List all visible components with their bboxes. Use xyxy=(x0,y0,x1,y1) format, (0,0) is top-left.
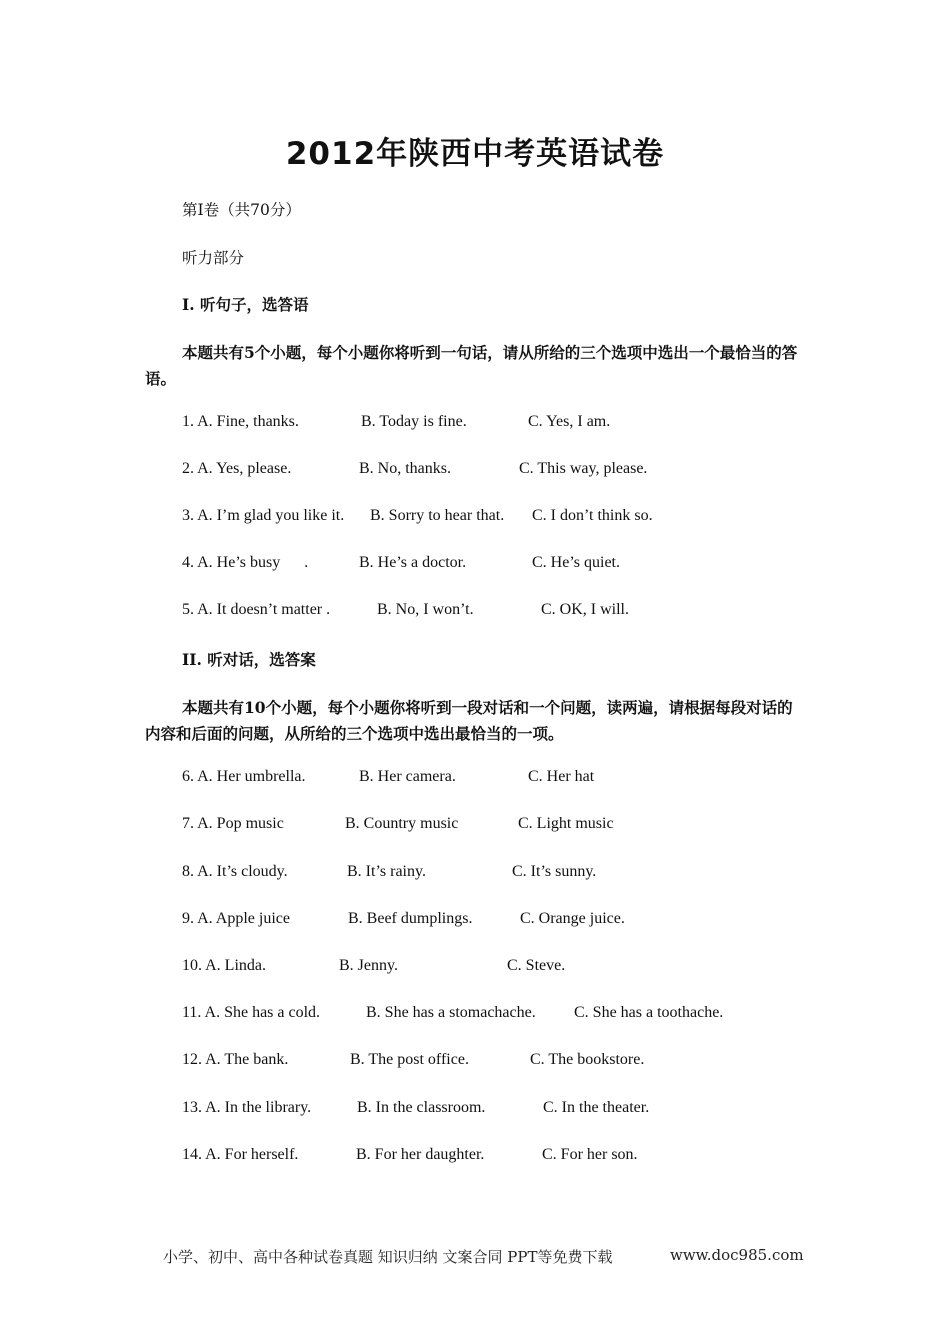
option-b: B. Her camera. xyxy=(359,768,456,785)
option-a: 3. A. I’m glad you like it. xyxy=(182,507,345,524)
option-a: 5. A. It doesn’t matter . xyxy=(182,601,331,618)
option-b: B. It’s rainy. xyxy=(347,863,426,880)
page-title: 2012年陕西中考英语试卷 xyxy=(285,136,665,172)
option-c: C. She has a toothache. xyxy=(574,1004,724,1021)
part1-heading: I. 听句子，选答语 xyxy=(182,295,309,314)
option-b: B. Jenny. xyxy=(339,957,398,974)
option-c: C. He’s quiet. xyxy=(532,554,620,571)
part1-instruction: 本题共有5个小题，每个小题你将听到一句话，请从所给的三个选项中选出一个最恰当的答语。 xyxy=(145,343,798,388)
option-c: C. I don’t think so. xyxy=(532,507,653,524)
option-c: C. Orange juice. xyxy=(520,910,625,927)
part2-instruction: 本题共有10个小题，每个小题你将听到一段对话和一个问题，读两遍，请根据每段对话的内容和后面的问题，从所给的三个选项中选出最恰当的一项。 xyxy=(145,698,793,743)
option-b: B. The post office. xyxy=(350,1051,469,1068)
option-a: 9. A. Apple juice xyxy=(182,910,290,927)
option-a: 14. A. For herself. xyxy=(182,1146,299,1163)
option-a: 11. A. She has a cold. xyxy=(182,1004,321,1021)
option-a: 4. A. He’s busy . xyxy=(182,554,309,571)
option-a: 2. A. Yes, please. xyxy=(182,460,292,477)
section-header: 第I卷（共70分） xyxy=(182,201,301,219)
option-c: C. OK, I will. xyxy=(541,601,629,618)
option-b: B. For her daughter. xyxy=(356,1146,485,1163)
option-b: B. Today is fine. xyxy=(361,413,467,430)
option-a: 8. A. It’s cloudy. xyxy=(182,863,288,880)
option-a: 7. A. Pop music xyxy=(182,815,284,832)
option-a: 6. A. Her umbrella. xyxy=(182,768,306,785)
option-c: C. For her son. xyxy=(542,1146,638,1163)
option-c: C. Light music xyxy=(518,815,614,832)
option-a: 1. A. Fine, thanks. xyxy=(182,413,299,430)
option-c: C. Her hat xyxy=(528,768,595,785)
option-b: B. Beef dumplings. xyxy=(348,910,473,927)
part-label: 听力部分 xyxy=(182,249,245,267)
option-b: B. In the classroom. xyxy=(357,1099,486,1116)
footer-text: 小学、初中、高中各种试卷真题 知识归纳 文案合同 PPT等免费下载 xyxy=(163,1248,613,1266)
option-c: C. It’s sunny. xyxy=(512,863,597,880)
option-b: B. No, thanks. xyxy=(359,460,451,477)
option-c: C. The bookstore. xyxy=(530,1051,645,1068)
option-a: 10. A. Linda. xyxy=(182,957,266,974)
option-a: 12. A. The bank. xyxy=(182,1051,289,1068)
option-b: B. No, I won’t. xyxy=(377,601,474,618)
option-a: 13. A. In the library. xyxy=(182,1099,312,1116)
footer-url[interactable]: www.doc985.com xyxy=(670,1246,804,1264)
option-b: B. He’s a doctor. xyxy=(359,554,467,571)
option-b: B. Sorry to hear that. xyxy=(370,507,505,524)
option-c: C. In the theater. xyxy=(543,1099,650,1116)
option-c: C. Yes, I am. xyxy=(528,413,611,430)
option-c: C. This way, please. xyxy=(519,460,648,477)
option-b: B. She has a stomachache. xyxy=(366,1004,536,1021)
option-c: C. Steve. xyxy=(507,957,566,974)
part2-heading: II. 听对话，选答案 xyxy=(182,650,316,669)
option-b: B. Country music xyxy=(345,815,459,832)
